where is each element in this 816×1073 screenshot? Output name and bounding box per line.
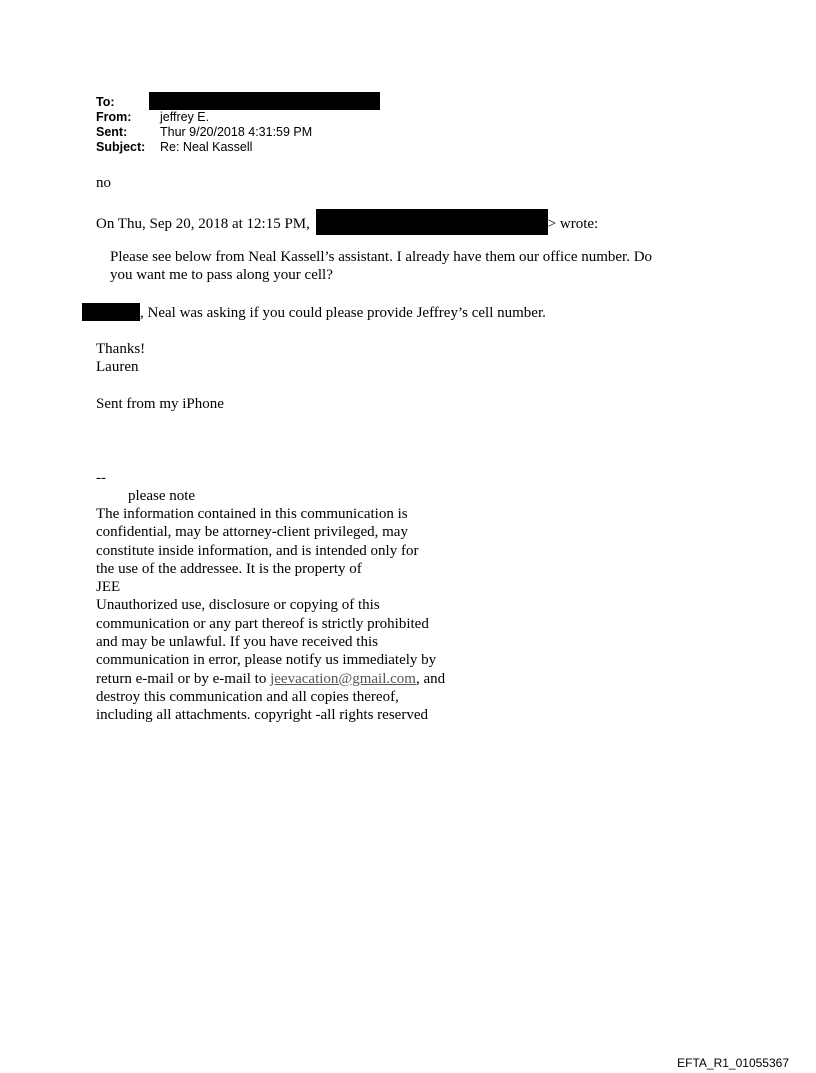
signer-name: Lauren (96, 359, 139, 376)
quoted-message (110, 248, 652, 285)
quote-intro-suffix: > wrote: (547, 216, 599, 232)
quoted-line: Please see below from Neal Kassell’s assistant. I already have them our office number. Do (110, 249, 653, 265)
quote-intro (96, 209, 598, 235)
redaction-bar (82, 303, 140, 321)
email-line-suffix: , and (415, 670, 446, 687)
disclaimer-line: The information contained in this communication is (96, 506, 408, 522)
disclaimer-line: the use of the addressee. It is the property of (96, 560, 362, 577)
forward-text: , Neal was asking if you could please provide Jeffrey’s cell number. (140, 305, 546, 321)
disclaimer-line: constitute inside information, and is intended only for (96, 542, 419, 559)
to-row (96, 95, 380, 110)
signoff (96, 340, 145, 377)
signature-separator: -- (96, 470, 106, 486)
reply-text: no (96, 175, 111, 191)
email-line-prefix: return e-mail or by e-mail to (96, 670, 271, 687)
disclaimer-line: communication in error, please notify us immediately by (96, 652, 437, 669)
email-link[interactable]: jeevacation@gmail.com (270, 670, 416, 687)
disclaimer-email-line (96, 670, 445, 688)
disclaimer-line: including all attachments. copyright -all rights reserved (96, 707, 428, 724)
from-value: jeffrey E. (160, 110, 210, 124)
disclaimer-body (96, 505, 445, 725)
disclaimer-line: and may be unlawful. If you have received this (96, 634, 378, 651)
sent-row (96, 125, 380, 140)
disclaimer-line: destroy this communication and all copies thereof, (96, 688, 399, 705)
from-row (96, 110, 380, 125)
sent-value: Thur 9/20/2018 4:31:59 PM (160, 125, 313, 139)
disclaimer-line: confidential, may be attorney-client privileged, may (96, 524, 408, 541)
sent-from-text: Sent from my iPhone (96, 396, 224, 412)
subject-value: Re: Neal Kassell (160, 140, 253, 154)
redaction-bar (149, 92, 380, 110)
from-label: From: (96, 110, 132, 124)
to-label: To: (96, 95, 115, 109)
quote-intro-prefix: On Thu, Sep 20, 2018 at 12:15 PM, (96, 216, 310, 232)
email-header (96, 95, 380, 155)
sent-label: Sent: (96, 125, 128, 139)
thanks-text: Thanks! (96, 341, 146, 357)
disclaimer-line: Unauthorized use, disclosure or copying of this (96, 597, 380, 614)
subject-label: Subject: (96, 140, 146, 154)
redaction-bar (316, 209, 548, 235)
disclaimer-line: JEE (96, 579, 121, 596)
subject-row (96, 140, 380, 155)
forward-line (82, 303, 546, 322)
document-id: EFTA_R1_01055367 (677, 1056, 789, 1070)
quoted-line: you want me to pass along your cell? (110, 267, 333, 284)
disclaimer-line: communication or any part thereof is strictly prohibited (96, 615, 429, 632)
note-heading: please note (128, 488, 196, 504)
